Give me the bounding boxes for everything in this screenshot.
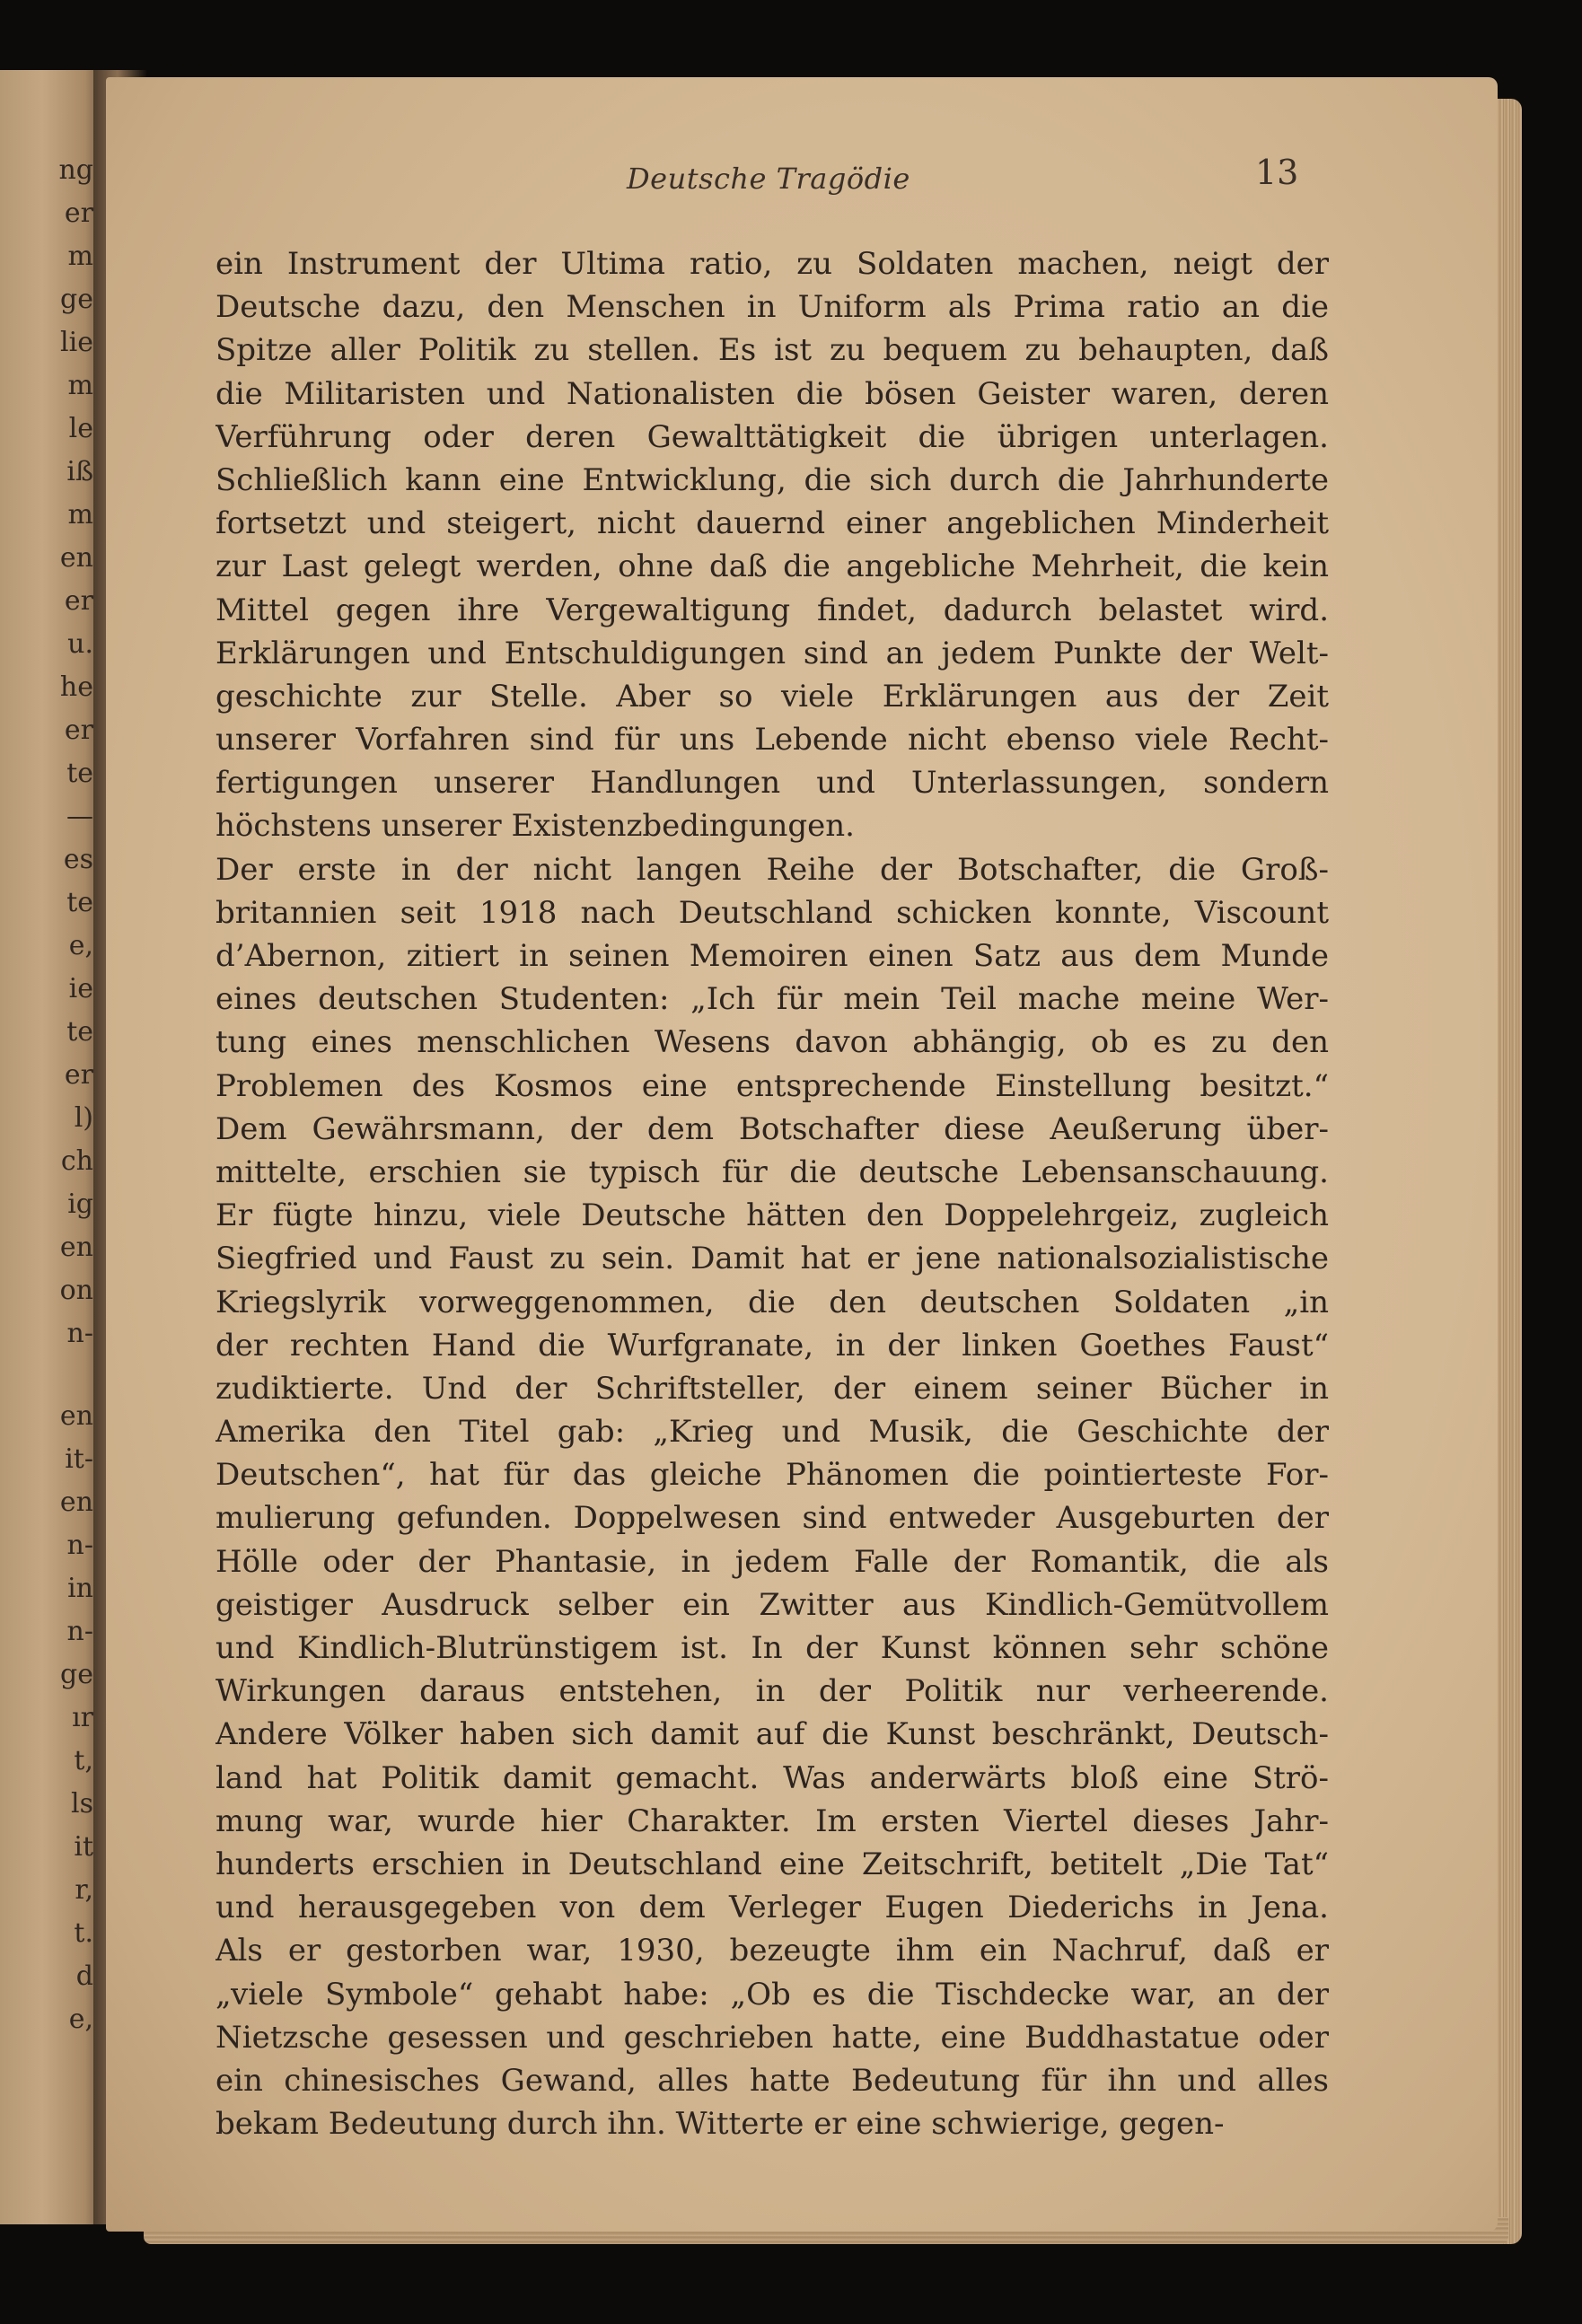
left-page-fragment: te bbox=[66, 887, 93, 918]
left-page-fragment: u. bbox=[67, 628, 93, 660]
text-line: Als er gestorben war, 1930, bezeugte ihm ein Nachruf, daß er bbox=[215, 1933, 1329, 1969]
left-page-fragment: en bbox=[59, 1400, 93, 1432]
text-line: Verführung oder deren Gewalttätigkeit die übrigen unterlagen. bbox=[215, 418, 1329, 455]
left-page-fragment: es bbox=[63, 844, 93, 875]
left-page-fragment: n- bbox=[66, 1530, 93, 1561]
left-page-fragment: n- bbox=[66, 1318, 93, 1349]
left-page-fragment: ls bbox=[71, 1788, 93, 1820]
text-line: die Militaristen und Nationalisten die bösen Geister waren, deren bbox=[215, 375, 1329, 412]
text-line: Wirkungen daraus entstehen, in der Politik nur verheerende. bbox=[215, 1673, 1329, 1710]
left-page-fragment: en bbox=[59, 542, 93, 574]
page-header bbox=[106, 153, 1498, 206]
left-page-fragment: t. bbox=[74, 1917, 93, 1949]
text-line: zudiktierte. Und der Schriftsteller, der einem seiner Bücher in bbox=[215, 1370, 1329, 1407]
text-line: Deutschen“, hat für das gleiche Phänomen die pointierteste For- bbox=[215, 1457, 1329, 1494]
text-line: Dem Gewährsmann, der dem Botschafter diese Aeußerung über- bbox=[215, 1110, 1329, 1147]
text-line: Erklärungen und Entschuldigungen sind an jedem Punkte der Welt- bbox=[215, 635, 1329, 671]
text-line: höchstens unserer Existenzbedingungen. bbox=[215, 808, 855, 845]
left-page-fragment: ge bbox=[60, 1659, 93, 1690]
text-line: geschichte zur Stelle. Aber so viele Erklärungen aus der Zeit bbox=[215, 678, 1329, 715]
text-line: britannien seit 1918 nach Deutschland schicken konnte, Viscount bbox=[215, 894, 1329, 931]
left-page-fragment: d bbox=[75, 1960, 93, 1992]
left-page-fragment: e, bbox=[68, 930, 93, 961]
left-page-fragment: he bbox=[59, 671, 93, 703]
text-line: fortsetzt und steigert, nicht dauernd einer angeblichen Minderheit bbox=[215, 505, 1329, 542]
body-text bbox=[215, 242, 1329, 2145]
text-line: tung eines menschlichen Wesens davon abhängig, ob es zu den bbox=[215, 1024, 1329, 1061]
left-page-fragment: ch bbox=[60, 1145, 93, 1177]
left-page-fragment: m bbox=[67, 499, 93, 531]
left-facing-page bbox=[0, 70, 106, 2224]
text-line: zur Last gelegt werden, ohne daß die angebliche Mehrheit, die kein bbox=[215, 548, 1329, 585]
left-page-fragment: te bbox=[66, 1016, 93, 1048]
left-page-fragment: m bbox=[67, 241, 93, 272]
text-line: Mittel gegen ihre Vergewaltigung findet, dadurch belastet wird. bbox=[215, 592, 1329, 628]
left-page-fragment: ie bbox=[68, 973, 93, 1004]
running-head: Deutsche Tragödie bbox=[627, 162, 910, 196]
left-page-fragment: lie bbox=[60, 327, 93, 358]
text-line: Problemen des Kosmos eine entsprechende Einstellung besitzt.“ bbox=[215, 1067, 1329, 1104]
left-page-fragments bbox=[0, 70, 106, 2224]
left-page-fragment: it bbox=[74, 1831, 93, 1863]
left-page-fragment: n- bbox=[66, 1616, 93, 1647]
text-line: ein Instrument der Ultima ratio, zu Soldaten machen, neigt der bbox=[215, 246, 1329, 282]
text-line: Er fügte hinzu, viele Deutsche hätten den Doppelehrgeiz, zugleich bbox=[215, 1197, 1329, 1234]
left-page-fragment: er bbox=[64, 715, 93, 746]
left-page-fragment: er bbox=[64, 1059, 93, 1091]
left-page-fragment: en bbox=[59, 1486, 93, 1518]
text-line: ein chinesisches Gewand, alles hatte Bedeutung für ihn und alles bbox=[215, 2062, 1329, 2099]
left-page-fragment: l) bbox=[74, 1102, 93, 1134]
text-line: eines deutschen Studenten: „Ich für mein Teil mache meine Wer- bbox=[215, 981, 1329, 1018]
text-line: Kriegslyrik vorweggenommen, die den deutschen Soldaten „in bbox=[215, 1284, 1329, 1320]
text-line: Nietzsche gesessen und geschrieben hatte, eine Buddhastatue oder bbox=[215, 2019, 1329, 2056]
text-line: Andere Völker haben sich damit auf die Kunst beschränkt, Deutsch- bbox=[215, 1716, 1329, 1753]
left-page-fragment: t, bbox=[74, 1745, 93, 1776]
left-page-fragment: le bbox=[68, 413, 93, 444]
left-page-fragment: iß bbox=[66, 456, 93, 487]
text-line: Schließlich kann eine Entwicklung, die sich durch die Jahrhunderte bbox=[215, 461, 1329, 498]
left-page-fragment: en bbox=[59, 1232, 93, 1263]
text-line: geistiger Ausdruck selber ein Zwitter aus Kindlich-Gemütvollem bbox=[215, 1586, 1329, 1623]
left-page-fragment: te bbox=[66, 758, 93, 789]
text-line: Spitze aller Politik zu stellen. Es ist zu bequem zu behaupten, daß bbox=[215, 332, 1329, 369]
text-line: d’Abernon, zitiert in seinen Memoiren einen Satz aus dem Munde bbox=[215, 938, 1329, 974]
text-line: fertigungen unserer Handlungen und Unterlassungen, sondern bbox=[215, 765, 1329, 802]
left-page-fragment: it- bbox=[65, 1443, 93, 1475]
left-page-fragment: r, bbox=[75, 1874, 93, 1906]
left-page-fragment: m bbox=[67, 370, 93, 401]
left-page-fragment: on bbox=[59, 1275, 93, 1306]
left-page-fragment: ır bbox=[72, 1702, 93, 1733]
left-page-fragment: er bbox=[64, 197, 93, 229]
text-line: und herausgegeben von dem Verleger Eugen Diederichs in Jena. bbox=[215, 1890, 1329, 1926]
left-page-fragment: — bbox=[66, 801, 93, 832]
left-page-fragment: er bbox=[64, 585, 93, 617]
left-page-fragment: ig bbox=[67, 1188, 93, 1220]
text-line: Deutsche dazu, den Menschen in Uniform als Prima ratio an die bbox=[215, 289, 1329, 326]
text-line: Hölle oder der Phantasie, in jedem Falle der Romantik, die als bbox=[215, 1543, 1329, 1580]
text-line: Siegfried und Faust zu sein. Damit hat er jene nationalsozialistische bbox=[215, 1241, 1329, 1277]
text-line: unserer Vorfahren sind für uns Lebende nicht ebenso viele Recht- bbox=[215, 722, 1329, 759]
text-line: mittelte, erschien sie typisch für die deutsche Lebensanschauung. bbox=[215, 1153, 1329, 1190]
text-line: land hat Politik damit gemacht. Was anderwärts bloß eine Strö- bbox=[215, 1759, 1329, 1796]
left-page-fragment: ge bbox=[60, 284, 93, 315]
text-line: Der erste in der nicht langen Reihe der Botschafter, die Groß- bbox=[215, 851, 1329, 888]
left-page-fragment: in bbox=[67, 1573, 93, 1604]
text-line: mung war, wurde hier Charakter. Im ersten Viertel dieses Jahr- bbox=[215, 1802, 1329, 1839]
page-number: 13 bbox=[1255, 153, 1299, 192]
text-line: der rechten Hand die Wurfgranate, in der linken Goethes Faust“ bbox=[215, 1327, 1329, 1364]
text-line: bekam Bedeutung durch ihn. Witterte er eine schwierige, gegen- bbox=[215, 2106, 1225, 2143]
text-line: hunderts erschien in Deutschland eine Zeitschrift, betitelt „Die Tat“ bbox=[215, 1846, 1329, 1882]
text-line: „viele Symbole“ gehabt habe: „Ob es die Tischdecke war, an der bbox=[215, 1976, 1329, 2013]
left-page-fragment: ng bbox=[58, 154, 93, 186]
text-line: mulierung gefunden. Doppelwesen sind entweder Ausgeburten der bbox=[215, 1500, 1329, 1537]
left-page-fragment: e, bbox=[68, 2004, 93, 2035]
text-line: Amerika den Titel gab: „Krieg und Musik, die Geschichte der bbox=[215, 1414, 1329, 1451]
text-line: und Kindlich-Blutrünstigem ist. In der Kunst können sehr schöne bbox=[215, 1630, 1329, 1666]
